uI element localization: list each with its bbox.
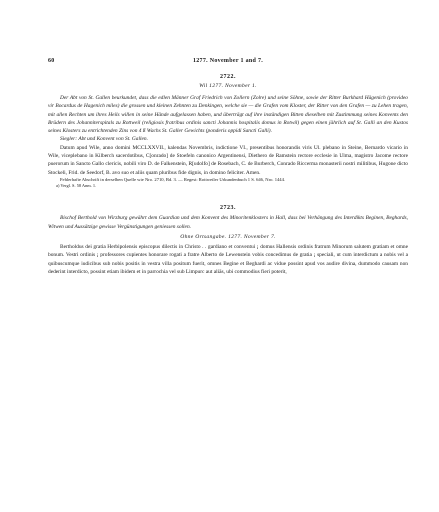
- footnote: a) Vergl. S. 58 Anm. 1.: [56, 183, 97, 189]
- running-head: 1277. November 1 and 7.: [192, 58, 264, 64]
- latin-text: Datum apud Wile, anno domini MCCLXXVII., kalendas Novembris, indictione VI., presentibus honorandis viris Ul. plebano in Steine, Bernardo vicario in Wile, viceplebano in Kilberch sacerdotibus, C[onrado] de Stoefeln canonico Argentinensi, Diethero de Ramstein rectore ecclesie in Ulma, magistro Jacome rectore puerorum in Sancto Gallo clericis, nobili viro D. de Falkenstein, R[udolfo] de Rosebach, C. de Burberch, Conrado Riccerma monasterii nostri militibus, Hugone dicto Stockeli, Frid. de Seedorf, B. avo suo et aliis quam pluribus fide dignis, in domino feliciter. Amen.: [48, 144, 408, 176]
- latin-text-2: Bertholdus dei gratia Herbipolensis episcopus dilectis in Christo . . gardiano et conventui ¡ domus Hallensis ordinis fratrum Minorum salutem gratiam et omne bonum. Vestri ordinis ¡ professores cupientes honorare rogati a fratre Alberto de Lewenstein vobis concedimus de gratia ¡ speciali, ut cum interdictum a nobis vel a quibuscumque iudicibus sub nobis positis in vestra villa positum fuerit, omnes Begine et Beghardi ac vidue possint apud vos audire divina, dummodo causam non dederint interdicto, possint etiam ibidem et in parrochia vel sub Limpurc aut aliās, ubi commodius fieri poterit,: [48, 243, 408, 275]
- document-page: [48, 58, 408, 276]
- document-place-date-2: Ohne Ortsangabe. 1277. November 7.: [180, 233, 276, 240]
- page-header: [48, 58, 408, 70]
- seal-note: Siegler: Abt und Konvent von St. Gallen.: [60, 136, 148, 143]
- document-number: 2722.: [220, 74, 236, 80]
- document-regest: Der Abt von St. Gallen beurkundet, dass die edlen Männer Graf Friedrich von Zollern (Zolre) und seine Söhne, sowie der Ritter Burkhard Hägenich (provideo vir Bocardus de Hagenich miles) die grossen und kleinen Zehnten zu Denkingen, welche sie — die Grafen vom Kloster, der Ritter von den Grafen — zu Lehen tragen, mit allen Rechten um ihres Heils willen in seine Hände aufgelassen haben, und überträgt auf ihre inständigen Bitten dieselben mit Zustimmung seines Konvents den Brüdern des Johanniterspitals zu Rottweil (religiosis fratribus ordinis sancti Johannis hospitalis domus in Rotwil) gegen einen jährlich auf St. Galli an den Kustos seines Klosters zu entrichtenden Zins von 4 ß Wachs St. Galler Gewichts (ponderis oppidi Sancti Galli).: [48, 95, 408, 135]
- document-number-2: 2723.: [220, 205, 236, 212]
- page-number: 60: [48, 58, 55, 64]
- document-regest-2: Bischof Berthold von Wirzburg gewährt dem Guardian und dem Konvent des Minoritenklosters in Hall, dass bei Verhängung des Interdikts Beginen, Beghards, Witwen und Aussätzige gewisse Vergünstigungen geniessen sollen.: [48, 215, 408, 230]
- source-note: Fehlerhafte Abschrift in derselben Quelle wie Nro. 2710, Bd. 3. — Regest: Rottweiler Urkundenbuch 1 S. 646, Nro. 1444.: [60, 176, 286, 182]
- document-place-date: Wil 1277. November 1.: [199, 83, 257, 89]
